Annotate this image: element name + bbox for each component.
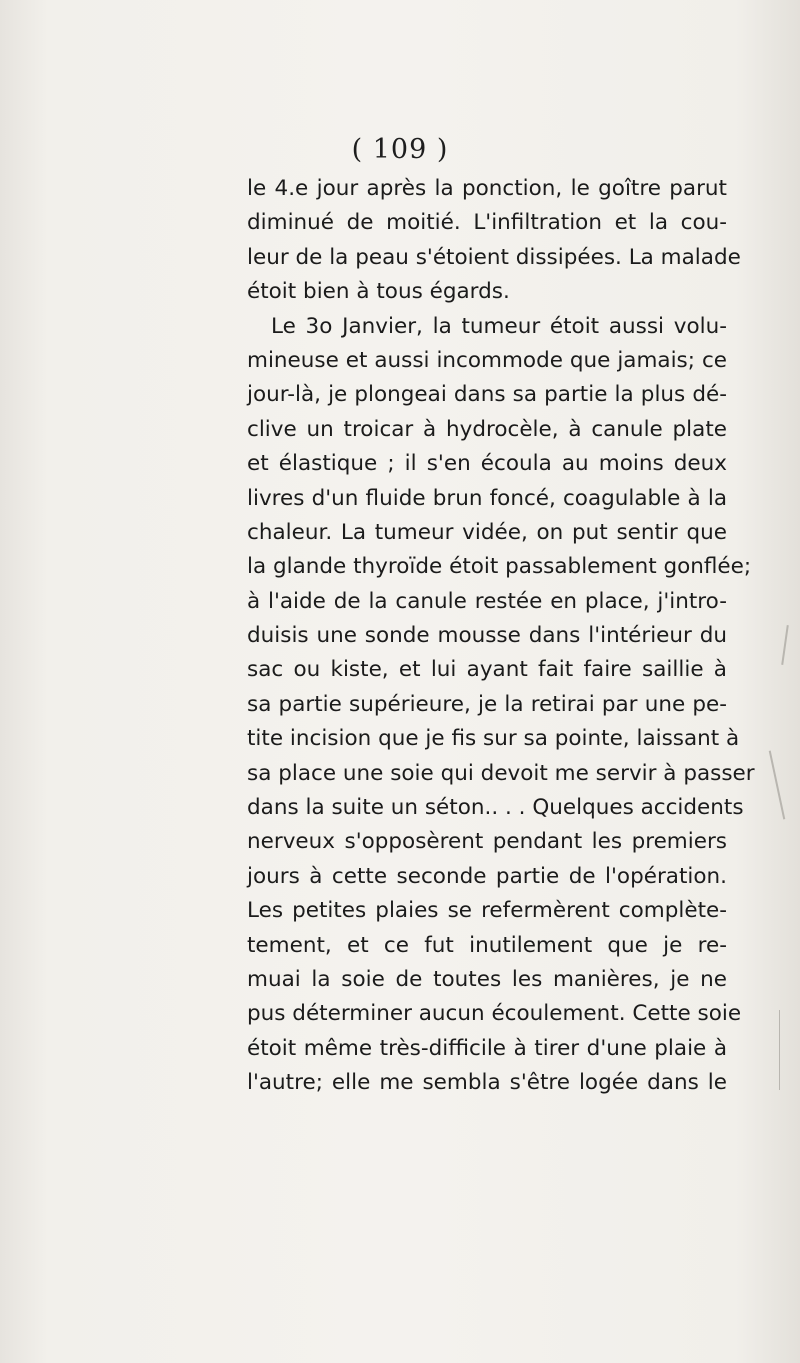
text-line: tite incision que je fis sur sa pointe, laissant à: [247, 726, 740, 752]
body-text: [247, 172, 755, 1101]
text-line: jour-là, je plongeai dans sa partie la plus dé-: [247, 382, 727, 408]
text-line: et élastique ; il s'en écoula au moins deux: [247, 451, 727, 477]
margin-crease-mark: [779, 1010, 780, 1090]
text-line: Le 3o Janvier, la tumeur étoit aussi volu-: [271, 313, 727, 339]
margin-crease-mark: [781, 625, 789, 665]
text-line: étoit bien à tous égards.: [247, 279, 510, 305]
margin-crease-mark: [769, 751, 786, 820]
text-line: jours à cette seconde partie de l'opération.: [247, 863, 727, 889]
text-line: leur de la peau s'étoient dissipées. La malade: [247, 244, 741, 270]
text-line: sa place une soie qui devoit me servir à passer: [247, 760, 755, 786]
text-line: livres d'un fluide brun foncé, coagulable à la: [247, 485, 727, 511]
page-number: ( 109 ): [351, 134, 449, 165]
text-line: pus déterminer aucun écoulement. Cette soie: [247, 1001, 742, 1027]
text-line: le 4.e jour après la ponction, le goître parut: [247, 176, 727, 201]
text-line: Les petites plaies se refermèrent complète-: [247, 898, 727, 924]
text-line: l'autre; elle me sembla s'être logée dans le: [247, 1070, 727, 1096]
text-line: la glande thyroïde étoit passablement gonflée;: [247, 554, 752, 580]
text-line: tement, et ce fut inutilement que je re-: [247, 932, 727, 958]
text-line: duisis une sonde mousse dans l'intérieur du: [247, 623, 727, 649]
text-line: étoit même très-difficile à tirer d'une plaie à: [247, 1035, 727, 1061]
text-line: mineuse et aussi incommode que jamais; ce: [247, 347, 727, 373]
text-line: sac ou kiste, et lui ayant fait faire saillie à: [247, 657, 727, 683]
text-line: nerveux s'opposèrent pendant les premiers: [247, 829, 727, 855]
text-line: clive un troicar à hydrocèle, à canule plate: [247, 416, 727, 442]
text-line: muai la soie de toutes les manières, je ne: [247, 966, 727, 992]
text-line: diminué de moitié. L'infiltration et la cou-: [247, 210, 727, 236]
text-line: sa partie supérieure, je la retirai par une pe-: [247, 691, 727, 717]
text-line: à l'aide de la canule restée en place, j'intro-: [247, 588, 727, 614]
text-line: chaleur. La tumeur vidée, on put sentir que: [247, 519, 727, 545]
text-line: dans la suite un séton.. . . Quelques accidents: [247, 795, 744, 821]
